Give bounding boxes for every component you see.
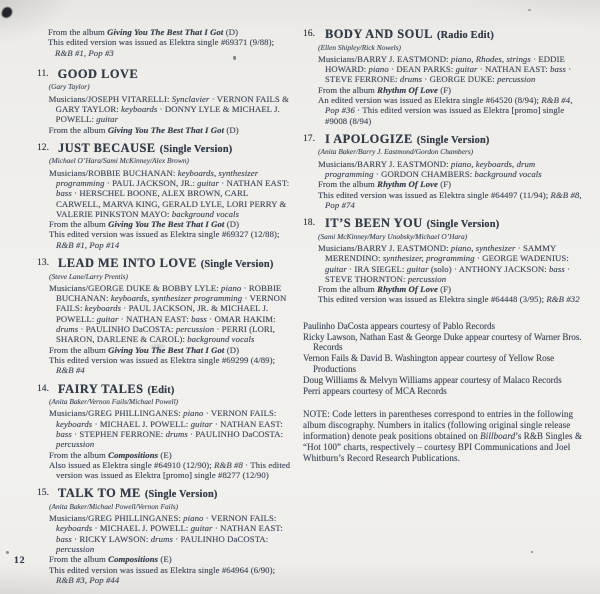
release-line: This edited version was issued as Elektra single #64497 (11/94); R&B #8, Pop #74 xyxy=(318,189,582,210)
release-line: Also issued as Elektra single #64910 (12/90); R&B #8 · This edited version was issued as Elektra [promo] single #8277 (12/90) xyxy=(49,459,291,481)
courtesy-line: Doug Williams & Melvyn Williams appear courtesy of Malaco Records xyxy=(303,374,562,385)
track-number: 11. xyxy=(37,67,49,79)
courtesy-line: Paulinho DaCosta appears courtesy of Pablo Records xyxy=(303,320,495,331)
track-title-line xyxy=(49,141,291,156)
album-line: From the album Rhythm Of Love (F) xyxy=(318,84,452,95)
track-writers: (Anita Baker/Barry J. Eastmond/Gordon Chambers) xyxy=(318,147,474,157)
courtesy-line: Ricky Lawson, Nathan East & George Duke appear courtesy of Warner Bros. Records xyxy=(303,331,582,353)
track-body xyxy=(318,132,584,210)
musicians-line: Musicians/BARRY J. EASTMOND: piano, Rhodes, strings · EDDIE HOWARD: piano · DEAN PARKS: guitar · NATHAN EAST: bass · STEVE FERRONE: drums · GEORGE DUKE: percussion xyxy=(318,53,572,85)
track-title: JUST BECAUSE xyxy=(58,140,156,155)
musicians-line: Musicians/GEORGE DUKE & BOBBY LYLE: piano · ROBBIE BUCHANAN: keyboards, synthesizer programming · VERNON FAILS: keyboards · PAUL JACKSON, JR. & MICHAEL J. POWELL: guitar · NATHAN EAST: bass · OMAR HAKIM: drums · PAULINHO DaCOSTA: percussion · PERRI (LORI, SHARON, DARLENE & CAROL): background vocals xyxy=(49,282,287,345)
album-line: From the album Giving You The Best That I Got (D) xyxy=(48,124,239,135)
release-line: This edited version was issued as Elektra single #69371 (9/88); R&B #1, Pop #3 xyxy=(48,37,275,58)
track-entry-15 xyxy=(37,486,291,585)
track-subtitle: (Single Version) xyxy=(144,489,218,501)
track-title-line xyxy=(318,132,584,147)
track-number: 12. xyxy=(37,141,49,153)
album-line: From the album Rhythm Of Love (F) xyxy=(318,284,452,295)
track-title-line xyxy=(49,256,291,271)
track-body xyxy=(318,216,584,305)
track-title: BODY AND SOUL xyxy=(325,27,433,41)
track-title: LEAD ME INTO LOVE xyxy=(58,256,197,271)
track-entry-11 xyxy=(37,67,291,135)
album-line: From the album Giving You The Best That I Got (D) xyxy=(49,344,240,355)
track-writers: (Michael O’Hara/Sami McKinney/Alex Brown) xyxy=(49,156,189,166)
track-writers: (Ellen Shipley/Rick Nowels) xyxy=(318,42,401,52)
track-number: 13. xyxy=(37,257,49,269)
album-line: From the album Rhythm Of Love (F) xyxy=(318,179,452,190)
musicians-line: Musicians/JOSEPH VITARELLI: Synclavier · VERNON FAILS & GARY TAYLOR: keyboards · DONNY LYLE & MICHAEL J. POWELL: guitar xyxy=(48,93,289,125)
track-body xyxy=(49,486,291,585)
track-writers: (Steve Lane/Larry Prentis) xyxy=(49,271,128,281)
musicians-line: Musicians/GREG PHILLINGANES: piano · VERNON FAILS: keyboards · MICHAEL J. POWELL: guitar · NATHAN EAST: bass · STEPHEN FERRONE: drums · PAULINHO DaCOSTA: percussion xyxy=(49,408,284,450)
album-line: From the album Compositions (E) xyxy=(49,554,172,565)
track-entry-14 xyxy=(37,382,291,481)
album-line: From the album Giving You The Best That I Got (D) xyxy=(49,219,240,230)
release-line: This edited version was issued as Elektra single #69327 (12/88); R&B #1, Pop #14 xyxy=(49,229,280,250)
courtesy-line: Perri appears courtesy of MCA Records xyxy=(303,385,447,396)
track-number: 17. xyxy=(303,132,315,144)
track-number: 15. xyxy=(37,487,49,499)
track-title: GOOD LOVE xyxy=(57,66,139,81)
track-subtitle: (Single Version) xyxy=(416,134,490,146)
track-entry-18 xyxy=(303,216,584,305)
album-line: From the album Giving You The Best That I Got (D) xyxy=(48,27,239,37)
track-body xyxy=(318,27,584,126)
track-title-line xyxy=(49,382,291,397)
courtesy-credits xyxy=(303,321,584,397)
release-line: This edited version was issued as Elektra single #64964 (6/90); R&B #3, Pop #44 xyxy=(49,564,276,585)
track-body xyxy=(49,67,291,135)
right-column xyxy=(303,27,584,464)
track-subtitle: (Single Version) xyxy=(426,219,500,231)
track-title: I APOLOGIZE xyxy=(325,131,413,146)
track-subtitle: (Radio Edit) xyxy=(436,30,494,41)
album-line: From the album Compositions (E) xyxy=(49,449,172,460)
track-subtitle: (Single Version) xyxy=(200,259,274,271)
release-line: An edited version was issued as Elektra single #64520 (8/94); R&B #4, Pop #36 · This edited version was issued as Elektra [promo] single #9008 (8/94) xyxy=(318,94,573,126)
track-body xyxy=(49,256,291,375)
track-title-line xyxy=(318,216,584,231)
track-writers: (Sami McKinney/Mary Unobsky/Michael O’Hara) xyxy=(318,231,468,241)
track-number: 14. xyxy=(37,382,49,394)
track-writers: (Anita Baker/Michael Powell/Vernon Fails) xyxy=(49,501,179,511)
musicians-line: Musicians/GREG PHILLINGANES: piano · VERNON FAILS: keyboards · MICHAEL J. POWELL: guitar · NATHAN EAST: bass · RICKY LAWSON: drums · PAULINHO DaCOSTA: percussion xyxy=(49,513,283,555)
track-subtitle: (Single Version) xyxy=(159,143,233,155)
musicians-line: Musicians/ROBBIE BUCHANAN: keyboards, synthesizer programming · PAUL JACKSON, JR.: guitar · NATHAN EAST: bass · HERSCHEL BOONE, ALEX BROWN, CARL CARWELL, MARVA KING, GERALD LYLE, LORI PERRY & VALERIE PINKSTON MAYO: background vocals xyxy=(49,167,290,219)
track-title-line xyxy=(49,486,291,501)
courtesy-line: Vernon Fails & David B. Washington appear courtesy of Yellow Rose Productions xyxy=(303,353,555,374)
track-entry-16 xyxy=(303,27,584,126)
track-subtitle: (Edit) xyxy=(147,384,175,396)
track-title: FAIRY TALES xyxy=(58,381,144,396)
scan-speck xyxy=(528,9,531,11)
track-number: 18. xyxy=(303,217,315,229)
track-10-continuation xyxy=(48,27,291,58)
track-entry-13 xyxy=(37,256,291,375)
track-number: 16. xyxy=(303,28,315,39)
track-title-line xyxy=(49,67,291,82)
track-title: IT’S BEEN YOU xyxy=(325,216,423,231)
musicians-line: Musicians/BARRY J. EASTMOND: piano, keyboards, drum programming · GORDON CHAMBERS: background vocals xyxy=(318,158,542,179)
page-number: 12 xyxy=(14,556,26,566)
track-title: TALK TO ME xyxy=(58,486,141,501)
track-body xyxy=(49,141,291,250)
track-title-line xyxy=(318,27,584,42)
note-paragraph: NOTE: Code letters in parentheses correspond to entries in the following album discography. Numbers in italics (following original single release information) denote peak positions obtained on Billboard’s R&B Singles & “Hot 100” charts, respectively – courtesy BPI Communications and Joel Whitburn’s Record Research Publications. xyxy=(303,409,583,464)
left-column xyxy=(37,27,291,591)
scan-blemish-icon xyxy=(1,6,14,19)
track-writers: (Gary Taylor) xyxy=(48,82,90,92)
release-line: This edited version was issued as Elektra single #64448 (3/95); R&B #32 xyxy=(318,294,580,305)
scan-speck xyxy=(531,551,533,553)
release-line: This edited version was issued as Elektra single #69299 (4/89); R&B #4 xyxy=(49,354,276,376)
scan-speck xyxy=(6,551,9,554)
track-body xyxy=(49,382,291,481)
track-writers: (Anita Baker/Vernon Fails/Michael Powell) xyxy=(49,397,179,407)
musicians-line: Musicians/BARRY J. EASTMOND: piano, synthesizer · SAMMY MERENDINO: synthesizer, programming · GEORGE WADENIUS: guitar · IRA SIEGEL: guitar (solo) · ANTHONY JACKSON: bass · STEVE THORNTON: percussion xyxy=(318,242,571,284)
track-entry-12 xyxy=(37,141,291,250)
track-entry-17 xyxy=(303,132,584,210)
